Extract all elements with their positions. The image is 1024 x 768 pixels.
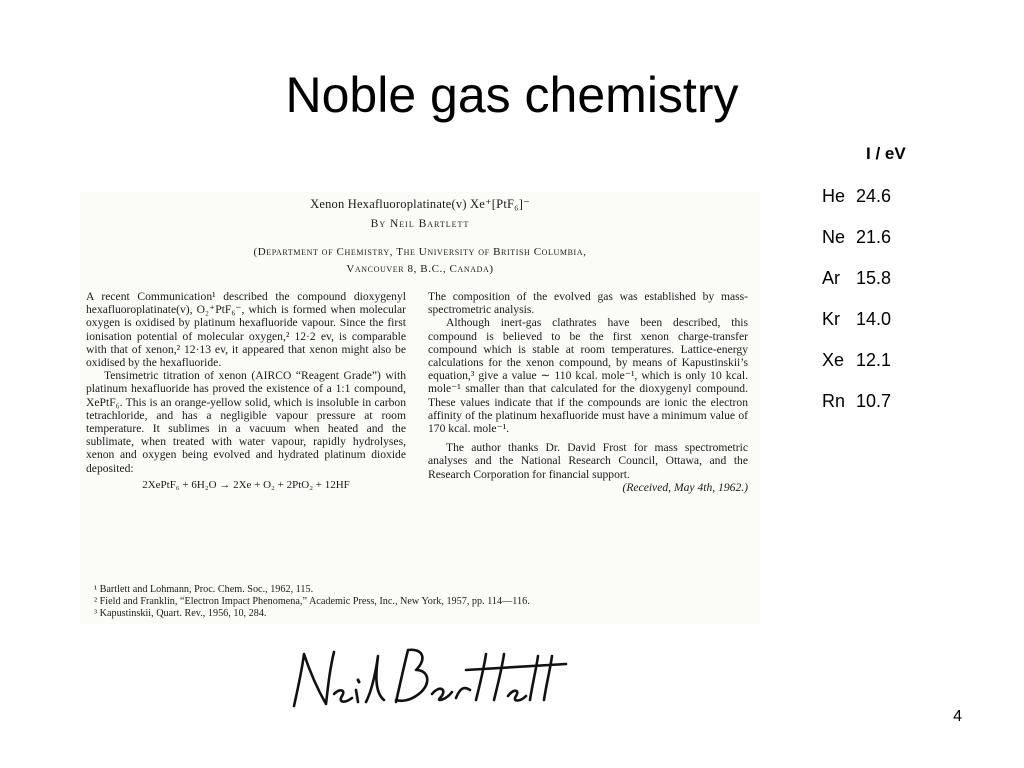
references	[94, 584, 754, 621]
paper-right-column	[428, 290, 748, 494]
received-date: (Received, May 4th, 1962.)	[622, 480, 748, 494]
table-row	[822, 186, 891, 207]
paragraph: A recent Communication¹ described the compound dioxygenyl hexafluoroplatinate(v), O₂⁺PtF₆⁻, which is formed when molecular oxygen is oxidised by platinum hexafluoride vapour. Since the first ionisation potential of molecular oxygen,² 12·2 ev, is comparable with that of xenon,² 12·13 ev, it appeared that xenon might also be oxidised by the hexafluoride.	[86, 290, 406, 370]
slide-title: Noble gas chemistry	[285, 67, 739, 123]
table-row	[822, 391, 891, 412]
reference-item: ³ Kapustinskii, Quart. Rev., 1956, 10, 284.	[94, 608, 267, 620]
paper-title: Xenon Hexafluoroplatinate(v) Xe⁺[PtF₆]⁻	[310, 197, 530, 211]
ionisation-value: 24.6	[856, 186, 892, 206]
affiliation-line-1: (Department of Chemistry, The University of British Columbia,	[253, 246, 587, 258]
ionisation-value: 10.7	[856, 391, 892, 411]
ionisation-value: 14.0	[856, 309, 892, 329]
paper-author: By Neil Bartlett	[370, 218, 470, 230]
paragraph: Although inert-gas clathrates have been described, this compound is believed to be the first xenon charge-transfer compound which is stable at room temperatures. Lattice-energy calculations for the xenon compound, by means of Kapustinskii’s equation,³ give a value ∼ 110 kcal. mole⁻¹, which is only 10 kcal. mole⁻¹ smaller than that calculated for the dioxygenyl compound. These values indicate that if the compounds are ionic the electron affinity of the platinum hexafluoride must have a minimum value of 170 kcal. mole⁻¹.	[428, 316, 748, 436]
element-symbol: Ar	[822, 268, 840, 288]
table-row	[822, 350, 891, 371]
table-row	[822, 268, 891, 289]
table-header: I / eV	[866, 144, 906, 163]
paragraph: Tensimetric titration of xenon (AIRCO “Reagent Grade”) with platinum hexafluoride has proved the existence of a 1:1 compound, XePtF₆. This is an orange-yellow solid, which is insoluble in carbon tetrachloride, and has a negligible vapour pressure at room temperature. It sublimes in a vacuum when heated and the sublimate, when treated with water vapour, rapidly hydrolyses, xenon and oxygen being evolved and hydrated platinum dioxide deposited:	[86, 369, 406, 475]
hydrolysis-equation: 2XePtF₆ + 6H₂O → 2Xe + O₂ + 2PtO₂ + 12HF	[142, 478, 350, 491]
table-row	[822, 227, 891, 248]
reference-item: ² Field and Franklin, “Electron Impact Phenomena,” Academic Press, Inc., New York, 1957, pp. 114—116.	[94, 596, 530, 608]
element-symbol: Ne	[822, 227, 846, 247]
element-symbol: Kr	[822, 309, 840, 329]
paper-affiliation	[80, 244, 760, 278]
element-symbol: He	[822, 186, 846, 206]
affiliation-line-2: Vancouver 8, B.C., Canada)	[346, 263, 494, 275]
page-number: 4	[953, 708, 962, 725]
element-symbol: Xe	[822, 350, 845, 370]
handwritten-signature	[280, 640, 570, 720]
paragraph: The composition of the evolved gas was established by mass-spectrometric analysis.	[428, 290, 748, 317]
paper-left-column	[86, 290, 406, 492]
ionisation-value: 21.6	[856, 227, 892, 247]
reference-item: ¹ Bartlett and Lohmann, Proc. Chem. Soc., 1962, 115.	[94, 584, 314, 595]
element-symbol: Rn	[822, 391, 846, 411]
paragraph: The author thanks Dr. David Frost for mass spectrometric analyses and the National Research Council, Ottawa, and the Research Corporation for financial support.	[428, 441, 748, 481]
scanned-paper	[80, 192, 760, 624]
table-row	[822, 309, 891, 330]
ionisation-value: 12.1	[856, 350, 892, 370]
ionisation-value: 15.8	[856, 268, 892, 288]
